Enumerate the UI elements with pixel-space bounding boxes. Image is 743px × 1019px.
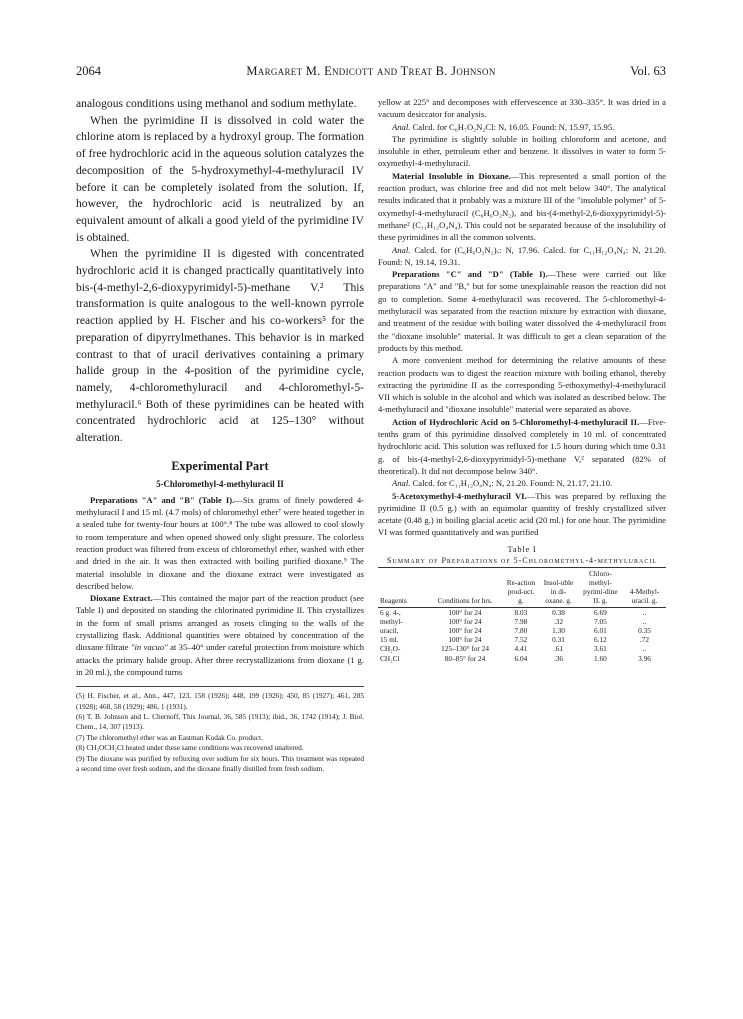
run-in-heading: Dioxane Extract. <box>90 593 153 604</box>
running-head-authors: Margaret M. Endicott and Treat B. Johnson <box>246 64 496 78</box>
table-caption: Table I <box>507 544 537 554</box>
cell-insoluble: .36 <box>553 653 564 663</box>
cell-conditions: 100° for 24 <box>448 607 482 617</box>
paragraph-text: —This represented a small portion of the reaction product, was chlorine free and did not melt below 340°. The analytical results indicated that it probably was a mixture III of the "insoluble polymer" of 5-oxymethyl-4-methyluracil (C₆H₆O₂N₂)ₓ and bis-(4-methyl-2,6-dioxypyrimidyl-5)-methane² (C₁₁H₁₂O₄N₄). This could not be separated because of the insolubility of these pyrimidines in all the common solvents. <box>378 170 666 243</box>
analysis-text: Calcd. for (C₆H₆O₂N₂)ₓ: N, 17.96. Calcd. for C₁₁H₁₂O₄N₄: N, 21.20. Found: N, 19.14, 19.31. <box>378 244 666 267</box>
right-column <box>378 96 666 663</box>
running-header <box>76 64 666 84</box>
paragraph <box>378 268 666 354</box>
cell-reagents: CH₂O- <box>380 644 401 654</box>
analysis-line <box>378 477 666 489</box>
paragraph-text: —These were carried out like preparations "A" and "B," but for some unexplainable reason the reaction did not go to completion. Some 4-methyluracil was recovered. The 5-chloromethyl-4-methyluracil was separated from the reaction mixture by extraction with dioxane, and treatment of the residue with boiling water dissolved the 4-methyluracil from the "dioxane insoluble" material. It was difficult to get a clean separation of the products by this method. <box>378 269 666 353</box>
column-header: 4-Methyl-uracil. g. <box>629 587 660 606</box>
cell-conditions: 100° for 24 <box>448 616 482 626</box>
paragraph-text: —Five-tenths gram of this pyrimidine dissolved completely in 10 ml. of concentrated hydrochloric acid. This solution was refluxed for 1.5 hours during which time 0.31 g. of bis-(4-methyl-2,6-dioxypyrimidyl-5)-methane V,² separated (82% of theoretical). It did not decompose below 340°. <box>378 416 666 476</box>
anal-label: Anal. <box>392 121 411 132</box>
cell-methyluracil: .. <box>642 607 647 617</box>
paragraph: When the pyrimidine II is digested with concentrated hydrochloric acid it is changed practically quantitatively into bis-(4-methyl-2,6-dioxypyrimidyl-5)-methane V.² This transformation is quite analogous to the well-known pyrrole reaction applied by H. Fischer and his co-workers⁵ for the preparation of dipyrrylmethanes. This behavior is in marked contrast to that of uracil derivatives containing a primary halide group in the 4-position of the pyrimidine cycle, namely, 4-chloromethyluracil and 4-chloromethyl-5-methyluracil.⁶ Both of these pyrimidines can be heated with concentrated hydrochloric acid at 125–130° without alteration. <box>76 247 364 445</box>
column-header: Insol-uble in di-oxane. g. <box>543 577 574 606</box>
analysis-text: Calcd. for C₁₁H₁₂O₄N₄: N, 21.20. Found: N, 21.17, 21.10. <box>410 478 613 489</box>
cell-insoluble: .61 <box>553 644 564 654</box>
paragraph <box>378 416 666 477</box>
cell-chloro: 1.60 <box>594 653 607 663</box>
table-header-row <box>378 567 666 607</box>
run-in-heading: 5-Acetoxymethyl-4-methyluracil VI. <box>392 490 527 501</box>
cell-methyluracil: 0.35 <box>638 625 651 635</box>
analysis-line <box>378 121 666 133</box>
cell-chloro: 7.05 <box>594 616 607 626</box>
cell-product: 6.04 <box>514 653 528 663</box>
cell-reagents: uracil, <box>380 625 399 635</box>
run-in-heading: Material Insoluble in Dioxane. <box>392 170 511 181</box>
column-header: Conditions for hrs. <box>437 596 493 606</box>
table-row <box>378 626 666 635</box>
paragraph: The pyrimidine is slightly soluble in boiling chloroform and acetone, and insoluble in ether, petroleum ether and benzene. It dissolves in water to form 5-oxymethyl-4-methyluracil. <box>378 133 666 169</box>
left-column <box>76 96 364 774</box>
cell-insoluble: 0.31 <box>552 635 565 645</box>
cell-product: 4.41 <box>514 644 528 654</box>
column-header: Reagents <box>380 596 407 606</box>
run-in-heading: Action of Hydrochloric Acid on 5-Chloromethyl-4-methyluracil II. <box>392 416 640 427</box>
italic-text: "in vacuo" <box>130 642 168 653</box>
cell-reagents: CH₂Cl <box>380 653 400 663</box>
table-subtitle: Summary of Preparations of 5-Chloromethyl-4-methyluracil <box>386 555 658 565</box>
cell-chloro: 6.69 <box>594 607 607 617</box>
cell-methyluracil: 3.96 <box>638 653 651 663</box>
cell-methyluracil: .. <box>642 644 647 654</box>
cell-methyluracil: .. <box>642 616 647 626</box>
section-heading: Experimental Part <box>171 458 269 473</box>
column-header: Re-action prod-uct. g. <box>506 577 536 606</box>
cell-conditions: 100° for 24 <box>448 625 482 635</box>
summary-table <box>378 567 666 663</box>
table-row <box>378 635 666 644</box>
paragraph <box>378 170 666 244</box>
anal-label: Anal. <box>392 244 411 255</box>
cell-product: 7.80 <box>514 625 528 635</box>
table-row <box>378 607 666 617</box>
cell-conditions: 100° for 24 <box>448 635 482 645</box>
subsection-heading: 5-Chloromethyl-4-methyluracil II <box>156 478 284 489</box>
volume-label: Vol. 63 <box>630 64 666 78</box>
cell-reagents: 15 ml. <box>380 635 399 645</box>
paragraph-text: —This contained the major part of the reaction product (see Table I) and deposited on standing the chlorinated pyrimidine II. This crystallizes in the form of small prisms arranged as rosets clinging to the walls of the crystallizing flask. Additional quantities were obtained by concentration of the dioxane filtrate <box>76 593 364 653</box>
cell-insoluble: .32 <box>553 616 564 626</box>
cell-reagents: methyl- <box>380 616 403 626</box>
footnote: (5) H. Fischer, et al., Ann., 447, 123, 158 (1926); 448, 199 (1926); 450, 85 (1927); 461, 285 (1928); 468, 58 (1929); 486, 1 (1931). <box>76 691 364 711</box>
paragraph-text: at 35–40° under careful protection from moisture which attacks the primary halide group. After three recrystallizations from dioxane (1 g. in 20 ml.), the compound turns <box>76 642 364 677</box>
cell-chloro: 3.61 <box>594 644 607 654</box>
page-number: 2064 <box>76 64 101 78</box>
cell-insoluble: 1.30 <box>552 625 565 635</box>
analysis-line <box>378 244 666 269</box>
cell-product: 7.52 <box>514 635 528 645</box>
cell-chloro: 6.12 <box>594 635 607 645</box>
paragraph: yellow at 225° and decomposes with effervescence at 330–335°. It was dried in a vacuum desiccator for analysis. <box>378 97 666 120</box>
analysis-text: Calcd. for C₆H₇O₂N₂Cl: N, 16.05. Found: N, 15.97, 15.95. <box>410 121 615 132</box>
paragraph: A more convenient method for determining the relative amounts of these reaction products was to digest the reaction mixture with boiling ethanol, thereby extracting the pyrimidine II as the corresponding 5-ethoxymethyl-4-methyluracil VII which is soluble in the alcohol and which was isolated as described below. The 4-methyluracil and "dioxane insoluble" material were separated as above. <box>378 355 666 415</box>
paragraph-text: —Six grams of finely powdered 4-methyluracil I and 15 ml. (4.7 mols) of chloromethyl ether⁷ were heated together in a sealed tube for twenty-four hours at 100°.⁸ The tube was allowed to cool slowly to room temperature and when opened showed only slight pressure. The colorless reaction product was filtered from excess of chloromethyl ether, washed with ether and dried in the air. It was then extracted with boiling purified dioxane.⁹ The material insoluble in dioxane and the dioxane extract were investigated as described below. <box>76 494 364 591</box>
cell-insoluble: 0.38 <box>552 607 565 617</box>
column-header: Chloro-methyl-pyrimi-dine II. g. <box>583 568 618 606</box>
anal-label: Anal. <box>392 478 411 489</box>
run-in-heading: Preparations "A" and "B" (Table I). <box>90 494 235 505</box>
paragraph: analogous conditions using methanol and sodium methylate. <box>76 97 357 110</box>
table-row <box>378 617 666 626</box>
paragraph <box>76 592 364 678</box>
paragraph <box>76 494 364 592</box>
cell-conditions: 80–85° for 24 <box>444 653 486 663</box>
cell-methyluracil: .72 <box>639 635 650 645</box>
table-row <box>378 644 666 653</box>
footnote: (7) The chloromethyl ether was an Eastman Kodak Co. product. <box>76 732 263 742</box>
paragraph: When the pyrimidine II is dissolved in cold water the chlorine atom is replaced by a hydroxyl group. The formation of free hydrochloric acid in the aqueous solution catalyzes the decomposition of the 5-hydroxymethyl-4-methyluracil IV before it can be completely isolated from the solution. If, however, the hydrochloric acid is neutralized by an equivalent amount of alkali a good yield of the pyrimidine IV is obtained. <box>76 113 364 244</box>
footnote: (8) CH₃OCH₂Cl heated under these same conditions was recovered unaltered. <box>76 743 304 753</box>
cell-product: 7.98 <box>514 616 528 626</box>
paragraph-text: —This was prepared by refluxing the pyrimidine II (0.5 g.) with an equimolar quantity of freshly crystallized silver acetate (0.48 g.) in boiling glacial acetic acid (20 ml.) for one hour. The pyrimidine VI was formed quantitatively and was purified <box>378 490 666 538</box>
cell-reagents: 6 g. 4-, <box>380 607 401 617</box>
paragraph <box>378 490 666 539</box>
footnote: (9) The dioxane was purified by refluxing over sodium for six hours. This treatment was repeated a second time over fresh sodium, and the dioxane finally distilled from fresh sodium. <box>76 753 364 774</box>
cell-conditions: 125–130° for 24 <box>441 644 489 654</box>
footnote: (6) T. B. Johnson and L. Chernoff, This Journal, 36, 585 (1913); ibid., 36, 1742 (1914); J. Biol. Chem., 14, 307 (1913). <box>76 712 364 732</box>
table-row <box>378 654 666 663</box>
run-in-heading: Preparations "C" and "D" (Table I). <box>392 269 548 280</box>
cell-product: 8.03 <box>514 607 528 617</box>
footnote-divider <box>76 686 364 687</box>
cell-chloro: 6.01 <box>594 625 607 635</box>
